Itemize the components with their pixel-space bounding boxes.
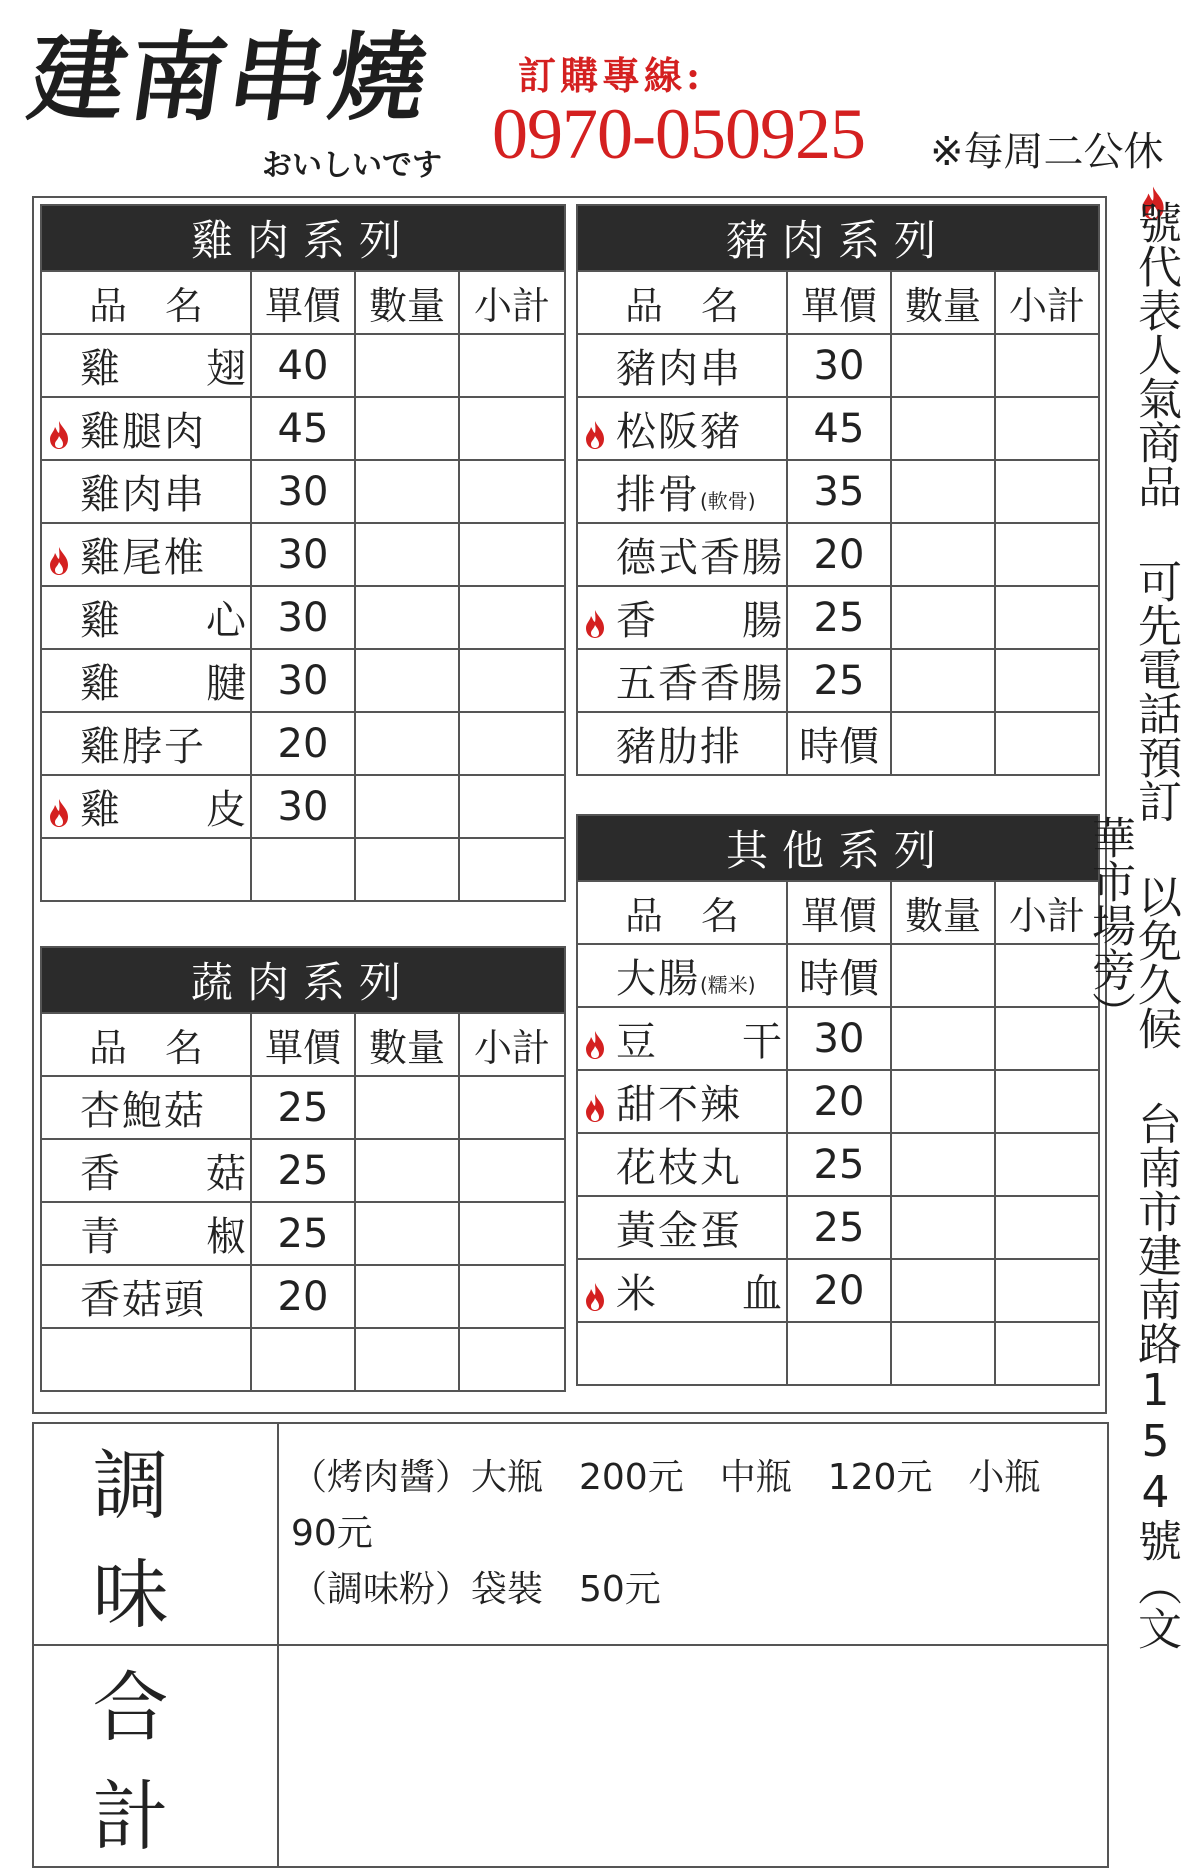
subtotal-cell[interactable]: [995, 649, 1099, 712]
item-name: 雞 皮: [80, 787, 248, 833]
item-name: 雞腿肉: [80, 409, 206, 455]
col-name-header: 品 名: [41, 1013, 251, 1076]
item-price: 30: [251, 523, 355, 586]
subtotal-cell[interactable]: [459, 460, 565, 523]
item-name: 甜不辣: [616, 1082, 742, 1128]
item-name-cell: [41, 523, 251, 586]
item-name-cell: [577, 1259, 787, 1322]
col-qty-header: 數量: [355, 271, 459, 334]
subtotal-cell[interactable]: [995, 334, 1099, 397]
menu-row: [577, 649, 1099, 712]
qty-cell[interactable]: [355, 397, 459, 460]
other-table: [576, 814, 1100, 1386]
col-name-header: 品 名: [577, 881, 787, 944]
item-note: (糯米): [700, 973, 756, 997]
column-header-row: [577, 271, 1099, 334]
item-name-cell: [41, 1202, 251, 1265]
qty-cell[interactable]: [891, 712, 995, 775]
item-name: 米 血: [616, 1271, 784, 1317]
section-title-row: [577, 205, 1099, 271]
holiday-note: ※每周二公休: [930, 129, 1164, 175]
qty-cell[interactable]: [891, 523, 995, 586]
section-title-row: [577, 815, 1099, 881]
qty-cell[interactable]: [891, 1007, 995, 1070]
menu-row: [41, 712, 565, 775]
shop-logo: 建南串燒: [22, 21, 439, 134]
subtotal-cell[interactable]: [459, 649, 565, 712]
item-name-cell: [577, 334, 787, 397]
item-name-cell: [577, 1133, 787, 1196]
col-name-header: 品 名: [41, 271, 251, 334]
col-price-header: 單價: [251, 271, 355, 334]
blank-name-cell[interactable]: [41, 1328, 251, 1391]
item-name-cell: [41, 1076, 251, 1139]
col-qty-header: 數量: [891, 271, 995, 334]
item-name: 雞脖子: [80, 724, 206, 770]
menu-row: [577, 712, 1099, 775]
subtotal-cell[interactable]: [459, 523, 565, 586]
column-header-row: [41, 271, 565, 334]
item-price: 30: [787, 334, 891, 397]
menu-row: [41, 775, 565, 838]
item-name-cell: [577, 397, 787, 460]
menu-row: [41, 1202, 565, 1265]
pork-table: [576, 204, 1100, 776]
column-header-row: [577, 881, 1099, 944]
item-name: 雞 翅: [80, 346, 248, 392]
veg-table: [40, 946, 566, 1392]
blank-row: [41, 838, 565, 901]
menu-row: [41, 1076, 565, 1139]
subtotal-cell[interactable]: [995, 1070, 1099, 1133]
item-price: 30: [251, 775, 355, 838]
item-name: 花枝丸: [616, 1145, 742, 1191]
menu-row: [41, 523, 565, 586]
item-name: 雞肉串: [80, 472, 206, 518]
menu-row: [577, 1007, 1099, 1070]
item-price: 20: [787, 523, 891, 586]
item-price: 30: [251, 586, 355, 649]
qty-cell[interactable]: [355, 838, 459, 901]
qty-cell[interactable]: [355, 1139, 459, 1202]
subtotal-cell[interactable]: [995, 586, 1099, 649]
seasoning-line-1: （烤肉醬）大瓶 200元 中瓶 120元 小瓶 90元: [291, 1457, 1077, 1554]
item-price: 20: [787, 1259, 891, 1322]
item-price: 25: [787, 649, 891, 712]
section-title: 豬肉系列: [577, 205, 1099, 271]
item-name: 雞 心: [80, 598, 248, 644]
item-name-cell: [577, 586, 787, 649]
menu-row: [41, 586, 565, 649]
fire-icon: [584, 1276, 606, 1306]
qty-cell[interactable]: [891, 1196, 995, 1259]
item-name: 排骨: [616, 472, 700, 518]
item-name-cell: [577, 712, 787, 775]
qty-cell[interactable]: [355, 1265, 459, 1328]
menu-row: [577, 1259, 1099, 1322]
item-name: 豬肋排: [616, 724, 742, 770]
fire-icon: [48, 792, 70, 822]
item-note: (軟骨): [700, 489, 756, 513]
subtotal-cell[interactable]: [459, 586, 565, 649]
qty-cell[interactable]: [355, 775, 459, 838]
item-price: 25: [251, 1139, 355, 1202]
item-price: 時價: [787, 944, 891, 1007]
subtotal-cell[interactable]: [459, 1202, 565, 1265]
menu-row: [577, 1133, 1099, 1196]
item-price: 35: [787, 460, 891, 523]
menu-row: [41, 397, 565, 460]
qty-cell[interactable]: [355, 712, 459, 775]
section-title-row: [41, 205, 565, 271]
qty-cell[interactable]: [891, 1322, 995, 1385]
item-name: 香 腸: [616, 598, 784, 644]
subtotal-cell[interactable]: [459, 1076, 565, 1139]
fire-icon: [584, 1087, 606, 1117]
chicken-table: [40, 204, 566, 902]
col-qty-header: 數量: [355, 1013, 459, 1076]
item-name: 杏鮑菇: [80, 1088, 206, 1134]
col-name-header: 品 名: [577, 271, 787, 334]
menu-row: [577, 523, 1099, 586]
fire-icon: [48, 414, 70, 444]
menu-row: [41, 1265, 565, 1328]
order-hotline-label: 訂購專線:: [518, 53, 705, 98]
section-title: 其他系列: [577, 815, 1099, 881]
column-header-row: [41, 1013, 565, 1076]
item-name-cell: [41, 586, 251, 649]
item-price: 25: [251, 1076, 355, 1139]
item-price: 25: [787, 1196, 891, 1259]
item-name: 香菇頭: [80, 1277, 206, 1323]
item-price: 40: [251, 334, 355, 397]
item-name-cell: [577, 1007, 787, 1070]
menu-row: [577, 1070, 1099, 1133]
item-name-cell: [41, 460, 251, 523]
item-name: 大腸: [616, 956, 700, 1002]
qty-cell[interactable]: [355, 1202, 459, 1265]
col-subtotal-header: 小計: [459, 1013, 565, 1076]
qty-cell[interactable]: [891, 334, 995, 397]
item-name-cell: [577, 1070, 787, 1133]
total-label: 合計: [33, 1645, 278, 1867]
menu-row: [41, 1139, 565, 1202]
qty-cell[interactable]: [891, 944, 995, 1007]
menu-row: [577, 460, 1099, 523]
qty-cell[interactable]: [355, 334, 459, 397]
menu-header: [0, 0, 1200, 200]
item-name: 青 椒: [80, 1214, 248, 1260]
menu-row: [41, 460, 565, 523]
qty-cell[interactable]: [891, 586, 995, 649]
subtotal-cell[interactable]: [995, 523, 1099, 586]
fire-icon: [584, 414, 606, 444]
item-name-cell: [577, 460, 787, 523]
menu-row: [577, 397, 1099, 460]
item-name-cell: [41, 775, 251, 838]
seasoning-row: [33, 1423, 1108, 1645]
item-price: 30: [251, 460, 355, 523]
blank-row: [577, 1322, 1099, 1385]
menu-row: [577, 334, 1099, 397]
item-name-cell: [41, 1139, 251, 1202]
item-price: 20: [251, 1265, 355, 1328]
subtotal-cell[interactable]: [459, 1139, 565, 1202]
side-note: 號代表人氣商品 可先電話預訂 以免久候 台南市建南路154號（文華市場旁）: [1084, 200, 1181, 1650]
item-price: 25: [787, 586, 891, 649]
qty-cell[interactable]: [891, 649, 995, 712]
qty-cell[interactable]: [355, 649, 459, 712]
blank-row: [41, 1328, 565, 1391]
fire-icon: [48, 540, 70, 570]
qty-cell[interactable]: [891, 460, 995, 523]
qty-cell[interactable]: [355, 460, 459, 523]
total-row: [33, 1645, 1108, 1867]
item-name: 松阪豬: [616, 409, 742, 455]
col-price-header: 單價: [787, 881, 891, 944]
item-name-cell: [41, 712, 251, 775]
subtotal-cell[interactable]: [995, 1322, 1099, 1385]
blank-price-cell[interactable]: [251, 1328, 355, 1391]
col-qty-header: 數量: [891, 881, 995, 944]
seasoning-label: 調味: [33, 1423, 278, 1645]
item-name-cell: [577, 649, 787, 712]
qty-cell[interactable]: [891, 1133, 995, 1196]
col-price-header: 單價: [251, 1013, 355, 1076]
subtotal-cell[interactable]: [459, 397, 565, 460]
blank-price-cell[interactable]: [787, 1322, 891, 1385]
section-title-row: [41, 947, 565, 1013]
blank-price-cell[interactable]: [251, 838, 355, 901]
menu-row: [41, 334, 565, 397]
fire-icon: [584, 603, 606, 633]
menu-row: [577, 586, 1099, 649]
subtotal-cell[interactable]: [459, 838, 565, 901]
subtotal-cell[interactable]: [995, 397, 1099, 460]
item-name: 香 菇: [80, 1151, 248, 1197]
item-name-cell: [577, 1196, 787, 1259]
item-name-cell: [41, 1265, 251, 1328]
item-name: 五香香腸: [616, 661, 784, 707]
item-name: 雞尾椎: [80, 535, 206, 581]
item-name-cell: [577, 944, 787, 1007]
subtotal-cell[interactable]: [459, 775, 565, 838]
item-name-cell: [41, 649, 251, 712]
item-name: 豬肉串: [616, 346, 742, 392]
logo-tagline: おいしいです: [262, 148, 442, 183]
item-price: 45: [787, 397, 891, 460]
subtotal-cell[interactable]: [995, 1196, 1099, 1259]
col-price-header: 單價: [787, 271, 891, 334]
subtotal-cell[interactable]: [995, 1259, 1099, 1322]
item-price: 25: [787, 1133, 891, 1196]
qty-cell[interactable]: [891, 1070, 995, 1133]
qty-cell[interactable]: [891, 397, 995, 460]
qty-cell[interactable]: [891, 1259, 995, 1322]
blank-name-cell[interactable]: [41, 838, 251, 901]
subtotal-cell[interactable]: [459, 712, 565, 775]
item-price: 時價: [787, 712, 891, 775]
qty-cell[interactable]: [355, 1328, 459, 1391]
subtotal-cell[interactable]: [995, 460, 1099, 523]
col-subtotal-header: 小計: [459, 271, 565, 334]
qty-cell[interactable]: [355, 586, 459, 649]
item-name: 德式香腸: [616, 535, 784, 581]
item-name: 豆 干: [616, 1019, 784, 1065]
bottom-table: [32, 1422, 1109, 1868]
qty-cell[interactable]: [355, 1076, 459, 1139]
item-name-cell: [41, 397, 251, 460]
qty-cell[interactable]: [355, 523, 459, 586]
subtotal-cell[interactable]: [995, 712, 1099, 775]
item-price: 30: [251, 649, 355, 712]
seasoning-line-2: （調味粉）袋裝 50元: [291, 1569, 661, 1610]
phone-number[interactable]: 0970-050925: [492, 94, 865, 174]
menu-row: [577, 1196, 1099, 1259]
item-price: 30: [787, 1007, 891, 1070]
item-name-cell: [41, 334, 251, 397]
section-title: 蔬肉系列: [41, 947, 565, 1013]
menu-row: [577, 944, 1099, 1007]
subtotal-cell[interactable]: [459, 1265, 565, 1328]
col-subtotal-header: 小計: [995, 881, 1099, 944]
item-price: 45: [251, 397, 355, 460]
item-name: 黃金蛋: [616, 1208, 742, 1254]
menu-row: [41, 649, 565, 712]
col-subtotal-header: 小計: [995, 271, 1099, 334]
total-value-cell[interactable]: [278, 1645, 1108, 1867]
blank-name-cell[interactable]: [577, 1322, 787, 1385]
item-name-cell: [577, 523, 787, 586]
section-title: 雞肉系列: [41, 205, 565, 271]
subtotal-cell[interactable]: [995, 1133, 1099, 1196]
subtotal-cell[interactable]: [459, 334, 565, 397]
fire-icon: [584, 1024, 606, 1054]
item-price: 25: [251, 1202, 355, 1265]
item-price: 20: [251, 712, 355, 775]
item-price: 20: [787, 1070, 891, 1133]
seasoning-options: [278, 1423, 1108, 1645]
item-name: 雞 腱: [80, 661, 248, 707]
subtotal-cell[interactable]: [459, 1328, 565, 1391]
